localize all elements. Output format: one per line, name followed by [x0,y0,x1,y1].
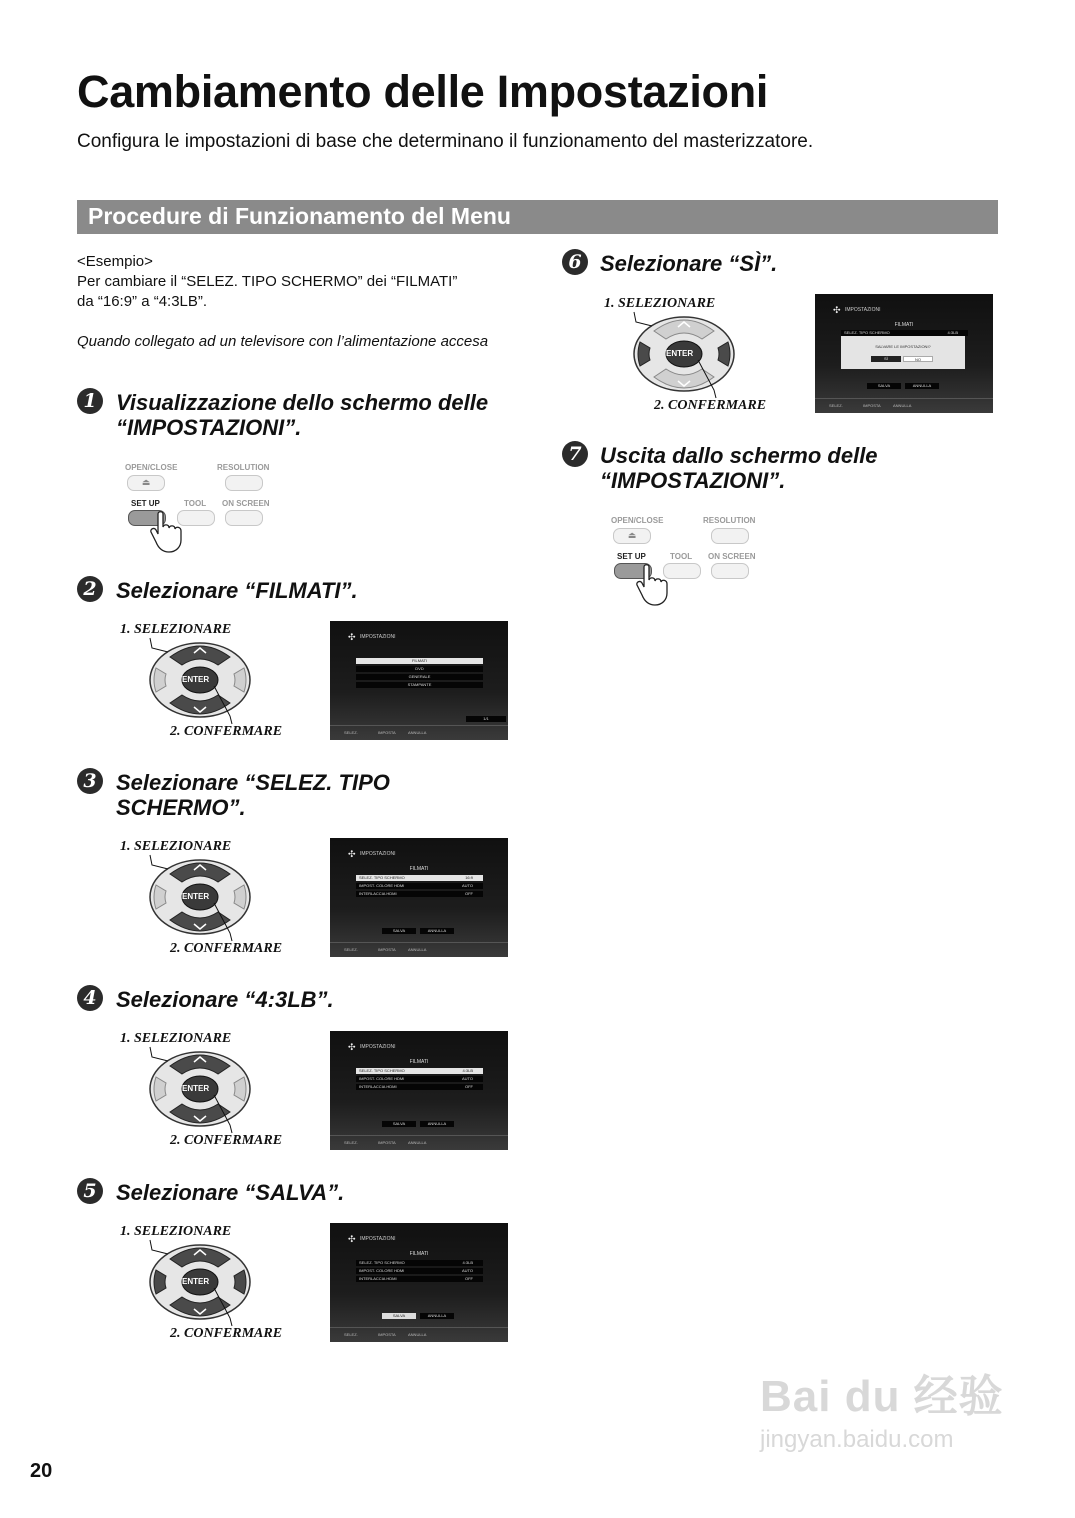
step-title-line: Uscita dallo schermo delle [600,443,878,468]
save-button[interactable]: SALVA [382,928,416,934]
step-number: 1 [77,388,103,414]
dpad-diagram [118,620,298,740]
tv-header: IMPOSTAZIONI [845,307,881,313]
setting-label: IMPOST. COLORE HDMI [359,883,405,888]
step-title: Selezionare “4:3LB”. [116,987,334,1012]
menu-item-filmati[interactable]: FILMATI [356,658,483,664]
confirm-question: SALVARE LE IMPOSTAZIONI? [875,344,931,349]
set-up-label: SET UP [131,499,160,508]
cancel-button[interactable]: ANNULLA [420,1313,454,1319]
no-button[interactable]: NO [903,356,933,362]
tool-label: TOOL [670,552,693,561]
setting-label: INTERLACCIA HDMI [359,891,397,896]
step-title: Selezionare “FILMATI”. [116,578,358,603]
tv-footer [330,1135,508,1150]
settings-logo-icon: ✣ [348,1234,356,1244]
setting-value: 4:3LB [462,1068,473,1073]
step-title-line: Visualizzazione dello schermo delle [116,390,489,415]
setting-value: AUTO [461,883,473,888]
setting-row[interactable] [356,1276,483,1282]
tv-header: IMPOSTAZIONI [360,851,396,857]
resolution-button[interactable] [225,475,263,491]
footer-set: IMPOSTA [378,1140,396,1145]
tv-header: IMPOSTAZIONI [360,634,396,640]
tv-screen-confirm [815,294,993,413]
setting-row[interactable] [356,875,483,881]
select-label: 1. SELEZIONARE [120,1031,232,1046]
step-number: 6 [562,249,588,275]
select-label: 1. SELEZIONARE [120,839,232,854]
setting-row[interactable] [356,891,483,897]
setting-value: OFF [465,1084,473,1089]
settings-logo-icon: ✣ [348,632,356,642]
on-screen-button[interactable] [225,510,263,526]
step-title-line: Selezionare “SELEZ. TIPO [116,770,390,795]
cancel-button[interactable]: ANNULLA [420,928,454,934]
open-close-button[interactable]: ⏏ [613,528,651,544]
dpad-diagram [602,294,782,414]
confirm-dialog [841,336,965,369]
setting-label: IMPOST. COLORE HDMI [359,1268,405,1273]
footer-select: SELEZ. [344,1140,358,1145]
step-title: Selezionare “SÌ”. [600,251,778,276]
tv-screen-menu [330,621,508,740]
on-screen-label: ON SCREEN [222,499,270,508]
tv-footer [330,942,508,957]
cancel-button[interactable]: ANNULLA [420,1121,454,1127]
confirm-label: 2. CONFERMARE [170,941,283,956]
footer-set: IMPOSTA [863,403,881,408]
setting-label: SELEZ. TIPO SCHERMO [359,875,405,880]
menu-page-indicator: 1/1 [466,716,506,722]
tv-footer [815,398,993,413]
pointing-hand-icon [636,563,682,607]
step-title [116,770,390,820]
save-button: SALVA [867,383,901,389]
footer-select: SELEZ. [344,947,358,952]
open-close-label: OPEN/CLOSE [125,463,178,472]
footer-cancel: ANNULLA [893,403,912,408]
footer-cancel: ANNULLA [408,1140,427,1145]
resolution-label: RESOLUTION [217,463,270,472]
setting-row[interactable] [356,1068,483,1074]
example-line: Per cambiare il “SELEZ. TIPO SCHERMO” dei “FILMATI” [77,273,458,290]
step-title [116,390,488,440]
resolution-label: RESOLUTION [703,516,756,525]
on-screen-label: ON SCREEN [708,552,756,561]
enter-button[interactable]: ENTER [182,1084,210,1093]
tv-screen-filmati [330,1223,508,1342]
footer-select: SELEZ. [344,1332,358,1337]
example-line: <Esempio> [77,253,153,270]
cancel-button: ANNULLA [905,383,939,389]
menu-item-stampante[interactable]: STAMPANTE [356,682,483,688]
watermark-url: jingyan.baidu.com [760,1426,954,1453]
setting-label: INTERLACCIA HDMI [359,1276,397,1281]
setting-row[interactable] [356,1084,483,1090]
setting-label: SELEZ. TIPO SCHERMO [359,1068,405,1073]
setting-row[interactable] [356,1260,483,1266]
confirm-label: 2. CONFERMARE [170,1326,283,1341]
setting-row[interactable] [356,1076,483,1082]
confirm-label: 2. CONFERMARE [170,1133,283,1148]
setting-label: SELEZ. TIPO SCHERMO [844,330,890,335]
example-line: da “16:9” a “4:3LB”. [77,293,208,310]
setting-row[interactable] [356,883,483,889]
step-title: Selezionare “SALVA”. [116,1180,345,1205]
tv-screen-filmati [330,838,508,957]
tv-footer [330,1327,508,1342]
enter-button[interactable]: ENTER [182,892,210,901]
pointing-hand-icon [150,510,196,554]
page-title: Cambiamento delle Impostazioni [77,66,769,117]
filmati-title: FILMATI [409,1059,429,1065]
setting-value: AUTO [461,1076,473,1081]
footer-select: SELEZ. [344,730,358,735]
footer-cancel: ANNULLA [408,947,427,952]
step-number: 2 [77,576,103,602]
step-number: 3 [77,768,103,794]
footer-select: SELEZ. [829,403,843,408]
setting-row[interactable] [356,1268,483,1274]
filmati-title: FILMATI [894,322,914,328]
dpad-diagram [118,1222,298,1342]
enter-button[interactable]: ENTER [182,675,210,684]
note-text: Quando collegato ad un televisore con l’alimentazione accesa [77,333,489,350]
save-button[interactable]: SALVA [382,1313,416,1319]
footer-set: IMPOSTA [378,947,396,952]
footer-set: IMPOSTA [378,730,396,735]
filmati-title: FILMATI [409,1251,429,1257]
tv-header: IMPOSTAZIONI [360,1236,396,1242]
save-button[interactable]: SALVA [382,1121,416,1127]
on-screen-button[interactable] [711,563,749,579]
tv-footer [330,725,508,740]
open-close-label: OPEN/CLOSE [611,516,664,525]
confirm-label: 2. CONFERMARE [170,724,283,739]
step-number: 7 [562,441,588,467]
settings-logo-icon: ✣ [833,305,841,315]
menu-item-dvd[interactable]: DVD [356,666,483,672]
step-number: 5 [77,1178,103,1204]
setting-label: SELEZ. TIPO SCHERMO [359,1260,405,1265]
confirm-label: 2. CONFERMARE [654,398,767,413]
step-number: 4 [77,985,103,1011]
setting-value: OFF [465,891,473,896]
yes-button[interactable]: SÌ [871,356,901,362]
setting-value: 4:3LB [947,330,958,335]
step-title [600,443,878,493]
remote-panel [606,515,766,605]
tv-header: IMPOSTAZIONI [360,1044,396,1050]
setting-label: INTERLACCIA HDMI [359,1084,397,1089]
setting-value: 16:9 [465,875,473,880]
watermark-brand: Bai du 经验 [760,1372,1004,1421]
select-label: 1. SELEZIONARE [120,1224,232,1239]
step-title-line: SCHERMO”. [116,795,246,820]
set-up-label: SET UP [617,552,646,561]
watermark [760,1360,1004,1454]
select-label: 1. SELEZIONARE [604,296,716,311]
remote-panel [120,462,280,552]
settings-logo-icon: ✣ [348,1042,356,1052]
resolution-button[interactable] [711,528,749,544]
setting-value: OFF [465,1276,473,1281]
tool-label: TOOL [184,499,207,508]
dpad-diagram [118,837,298,957]
menu-item-generale[interactable]: GENERALE [356,674,483,680]
footer-cancel: ANNULLA [408,730,427,735]
page-subtitle: Configura le impostazioni di base che determinano il funzionamento del masterizzatore. [77,131,814,152]
step-title-line: “IMPOSTAZIONI”. [600,468,786,493]
page-number: 20 [30,1460,53,1482]
select-label: 1. SELEZIONARE [120,622,232,637]
footer-set: IMPOSTA [378,1332,396,1337]
settings-logo-icon: ✣ [348,849,356,859]
setting-value: AUTO [461,1268,473,1273]
tv-screen-filmati [330,1031,508,1150]
step-title-line: “IMPOSTAZIONI”. [116,415,302,440]
example-text [77,252,517,312]
setting-label: IMPOST. COLORE HDMI [359,1076,405,1081]
filmati-title: FILMATI [409,866,429,872]
setting-value: 4:3LB [462,1260,473,1265]
enter-button[interactable]: ENTER [666,349,694,358]
enter-button[interactable]: ENTER [182,1277,210,1286]
section-title: Procedure di Funzionamento del Menu [77,200,998,234]
open-close-button[interactable]: ⏏ [127,475,165,491]
dpad-diagram [118,1029,298,1149]
footer-cancel: ANNULLA [408,1332,427,1337]
